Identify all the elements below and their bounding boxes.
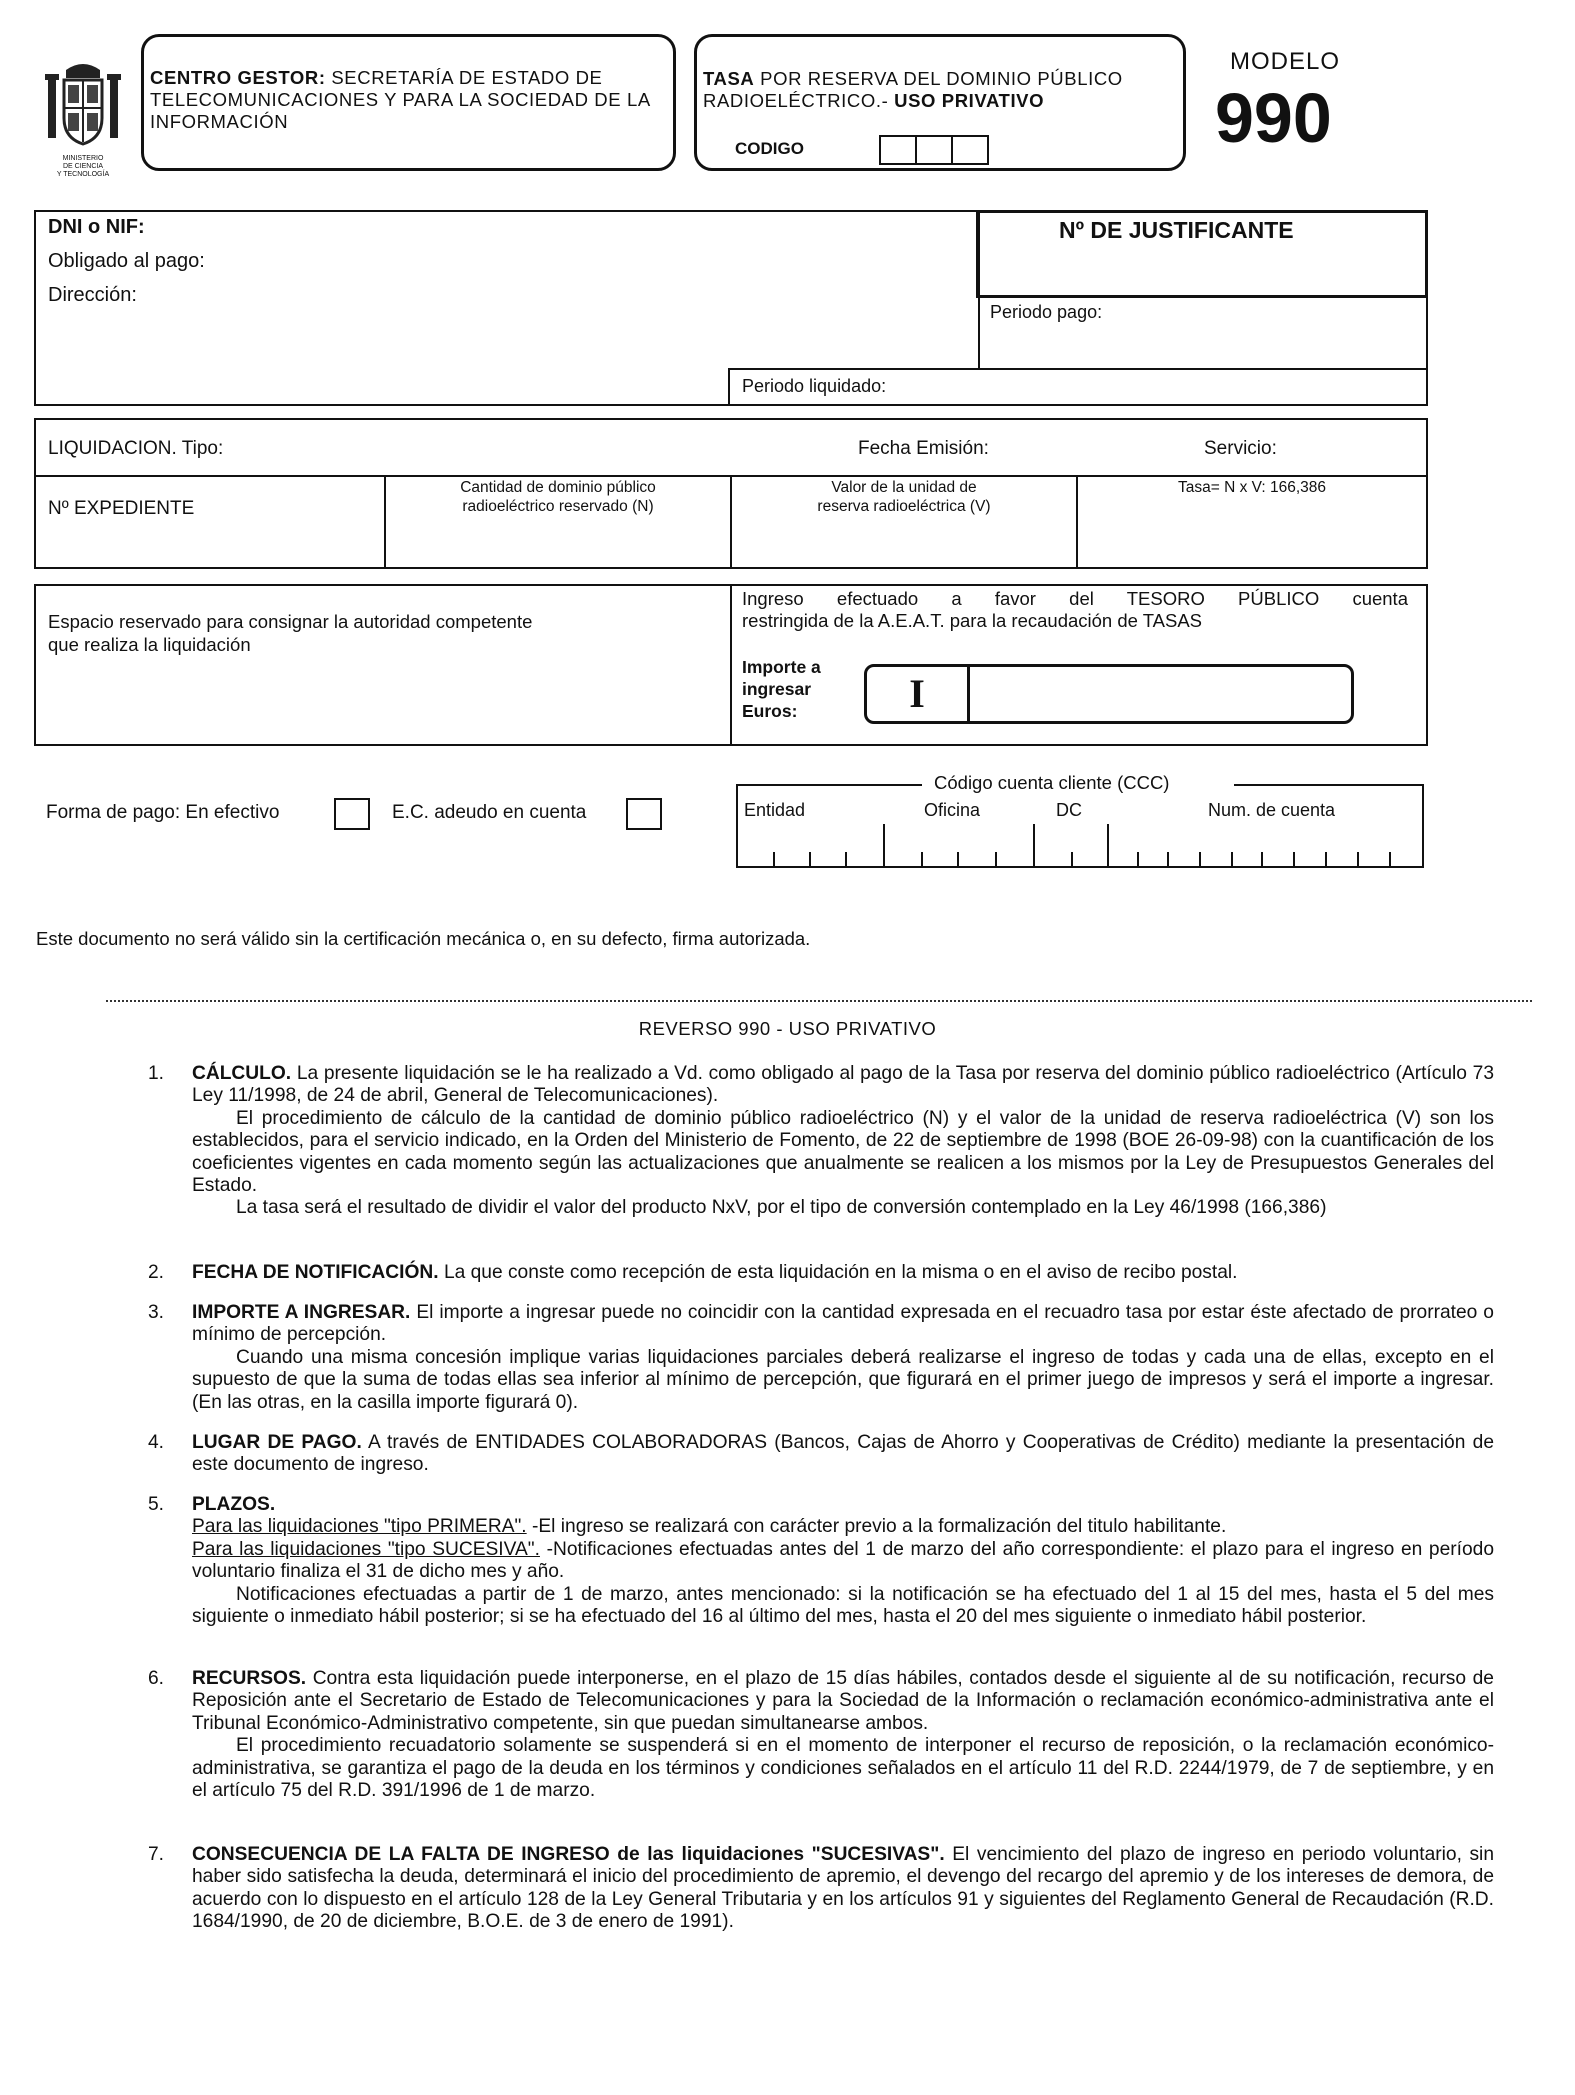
tasa-text: POR RESERVA DEL DOMINIO PÚBLICO RADIOELÉCTRICO.-: [703, 68, 1123, 111]
section-3-title: IMPORTE A INGRESAR.: [192, 1302, 411, 1323]
codigo-field[interactable]: [879, 135, 989, 165]
valor-label-1: Valor de la unidad de: [831, 479, 977, 496]
section-5-primera-label: Para las liquidaciones "tipo PRIMERA".: [192, 1516, 527, 1538]
section-7-p1: El vencimiento del plazo de ingreso en periodo voluntario, sin haber sido satisfecha la deuda, determinará el inicio del procedimiento de apremio, el devengo del recargo del apremio y de los intereses de demora, de acuerdo con lo dispuesto en el artículo 128 de la Ley General Tributaria y en los artículos 91 y siguientes del Reglamento General de Recaudación (R.D. 1684/1990, de 20 de diciembre, B.O.E. de 3 de enero de 1991).: [192, 1844, 1494, 1933]
section-5-sucesiva-label: Para las liquidaciones "tipo SUCESIVA".: [192, 1538, 540, 1560]
importe-marker: I: [867, 667, 970, 721]
section-7-num: 7.: [148, 1844, 165, 1865]
centro-gestor-label: CENTRO GESTOR:: [150, 67, 326, 88]
ingreso-label-2: restringida de la A.E.A.T. para la recaudación de TASAS: [742, 610, 1203, 631]
periodo-liquidado-label: Periodo liquidado:: [742, 376, 887, 396]
section-5-title: PLAZOS.: [192, 1494, 276, 1515]
importe-field[interactable]: [864, 664, 1354, 724]
section-7-title: CONSECUENCIA DE LA FALTA DE INGRESO de las liquidaciones "SUCESIVAS".: [192, 1844, 945, 1865]
ccc-num-label: Num. de cuenta: [1208, 800, 1336, 820]
section-1-title: CÁLCULO.: [192, 1063, 292, 1084]
expediente-label: Nº EXPEDIENTE: [48, 498, 195, 519]
dni-label: DNI o NIF:: [48, 216, 145, 238]
importe-label-2: ingresar: [742, 679, 812, 699]
ccc-title: Código cuenta cliente (CCC): [934, 772, 1170, 793]
section-5-num: 5.: [148, 1494, 165, 1515]
section-4-title: LUGAR DE PAGO.: [192, 1432, 362, 1453]
obligado-label: Obligado al pago:: [48, 250, 205, 272]
section-3-p1: El importe a ingresar puede no coincidir con la cantidad expresada en el recuadro tasa por estar éste afectado de prorrateo o mínimo de percepción.: [192, 1302, 1494, 1346]
section-1-num: 1.: [148, 1063, 165, 1084]
coat-of-arms-icon: [40, 60, 126, 150]
tasa-label: TASA: [703, 68, 755, 89]
cantidad-label-2: radioeléctrico reservado (N): [462, 498, 654, 515]
justificante-box: [976, 210, 1428, 298]
centro-gestor-text: SECRETARÍA DE ESTADO DE TELECOMUNICACIONES Y PARA LA SOCIEDAD DE LA INFORMACIÓN: [150, 67, 650, 132]
ccc-box: [736, 772, 1424, 868]
ministry-logo: [40, 60, 126, 178]
uso-privativo-label: USO PRIVATIVO: [894, 90, 1045, 111]
section-3-num: 3.: [148, 1302, 165, 1323]
modelo-number: 990: [1215, 79, 1332, 157]
section-6-title: RECURSOS.: [192, 1668, 307, 1689]
liquidacion-tipo-label: LIQUIDACION. Tipo:: [48, 438, 224, 459]
forma-pago-label: Forma de pago: En efectivo: [46, 802, 280, 823]
liquidacion-box: [34, 418, 1428, 569]
section-5-l2: -Notificaciones efectuadas antes del 1 de marzo del año correspondiente: el plazo para el ingreso en período voluntario finaliza el 31 de dicho mes y año.: [192, 1538, 1494, 1583]
justificante-label: Nº DE JUSTIFICANTE: [1059, 217, 1294, 243]
autoridad-label-2: que realiza la liquidación: [48, 634, 251, 655]
validity-note: Este documento no será válido sin la certificación mecánica o, en su defecto, firma autorizada.: [36, 928, 811, 949]
section-1-p1: La presente liquidación se le ha realizado a Vd. como obligado al pago de la Tasa por reserva del dominio público radioeléctrico (Artículo 73 Ley 11/1998, de 24 de abril, General de Telecomunicaciones).: [192, 1063, 1494, 1107]
section-6-num: 6.: [148, 1668, 165, 1689]
importe-label-1: Importe a: [742, 657, 821, 677]
tasa-box: [694, 34, 1186, 171]
codigo-label: CODIGO: [735, 139, 804, 158]
adeudo-checkbox[interactable]: [626, 798, 662, 830]
fecha-emision-label: Fecha Emisión:: [858, 438, 989, 459]
cantidad-label-1: Cantidad de dominio público: [460, 479, 656, 496]
section-5-l1: -El ingreso se realizará con carácter previo a la formalización del titulo habilitante.: [531, 1516, 1227, 1538]
efectivo-checkbox[interactable]: [334, 798, 370, 830]
section-1-p3: La tasa será el resultado de dividir el valor del producto NxV, por el tipo de conversión contemplado en la Ley 46/1998 (166,386): [236, 1197, 1327, 1219]
centro-gestor-box: [141, 34, 676, 171]
ccc-entidad-label: Entidad: [744, 800, 806, 820]
ministry-caption-2: DE CIENCIA: [62, 163, 104, 170]
ec-adeudo-label: E.C. adeudo en cuenta: [392, 802, 587, 823]
section-2-title: FECHA DE NOTIFICACIÓN.: [192, 1262, 439, 1283]
section-5-p3: Notificaciones efectuadas a partir de 1 de marzo, antes mencionado: si la notificación se ha efectuado del 1 al 15 del mes, hasta el 5 del mes siguiente o inmediato hábil posterior; si se ha efectuado del 16 al último del mes, hasta el 20 del mes siguiente o inmediato hábil posterior.: [192, 1583, 1494, 1628]
section-4-num: 4.: [148, 1432, 165, 1453]
periodo-pago-label: Periodo pago:: [990, 302, 1103, 322]
section-3-p2: Cuando una misma concesión implique varias liquidaciones parciales deberá realizarse el ingreso de todas y cada una de ellas, excepto en el supuesto de que la suma de todas ellas sea inferior al mínimo de percepción, que figurará en el primer juego de impresos y será el importe a ingresar. (En las otras, en la casilla importe figurará 0).: [192, 1346, 1494, 1413]
section-4-p1: A través de ENTIDADES COLABORADORAS (Bancos, Cajas de Ahorro y Cooperativas de Crédito) mediante la presentación de este documento de ingreso.: [192, 1432, 1494, 1476]
section-1-p2: El procedimiento de cálculo de la cantidad de dominio público radioeléctrico (N) y el valor de la unidad de reserva radioeléctrica (V) son los establecidos, para el servicio indicado, en la Orden del Ministerio de Fomento, de 22 de septiembre de 1998 (BOE 26-09-98) con la cuantificación de los coeficientes vigentes en cada momento según las actualizaciones que anualmente se realicen a los mismos por la Ley de Presupuestos Generales del Estado.: [192, 1107, 1494, 1197]
direccion-label: Dirección:: [48, 284, 137, 306]
section-2-p1: La que conste como recepción de esta liquidación en la misma o en el aviso de recibo postal.: [443, 1262, 1238, 1283]
ingreso-label-1: Ingreso efectuado a favor del TESORO PÚBLICO cuenta: [742, 588, 1408, 609]
valor-label-2: reserva radioeléctrica (V): [817, 498, 991, 515]
reverse-title: REVERSO 990 - USO PRIVATIVO: [638, 1018, 937, 1039]
section-6-p2: El procedimiento recuadatorio solamente se suspenderá si en el momento de interponer el recurso de reposición, o la reclamación económico-administrativa, se garantiza el pago de la deuda en los términos y condiciones señalados en el artículo 11 del R.D. 2244/1979, de 7 de septiembre, y en el artículo 75 del R.D. 391/1996 de 1 de marzo.: [192, 1735, 1494, 1802]
section-2-num: 2.: [148, 1262, 165, 1283]
section-6-p1: Contra esta liquidación puede interponerse, en el plazo de 15 días hábiles, contados desde el siguiente al de su notificación, recurso de Reposición ante el Secretario de Estado de Telecomunicaciones y para la Sociedad de la Información o reclamación económico-administrativa ante el Tribunal Económico-Administrativo competente, sin que puedan simultanearse ambos.: [192, 1668, 1494, 1734]
ministry-caption-1: MINISTERIO: [62, 155, 104, 162]
autoridad-label-1: Espacio reservado para consignar la autoridad competente: [48, 611, 533, 632]
importe-label-3: Euros:: [742, 701, 798, 721]
tear-line: [106, 1000, 1532, 1002]
ccc-digit-grid[interactable]: [738, 824, 1424, 866]
ccc-dc-label: DC: [1056, 800, 1082, 820]
ministry-caption-3: Y TECNOLOGÍA: [56, 171, 110, 178]
modelo-label: MODELO: [1230, 48, 1341, 75]
payment-box: [34, 584, 1428, 746]
servicio-label: Servicio:: [1204, 438, 1277, 459]
ccc-oficina-label: Oficina: [924, 800, 981, 820]
tasa-formula: Tasa= N x V: 166,386: [1177, 479, 1327, 496]
